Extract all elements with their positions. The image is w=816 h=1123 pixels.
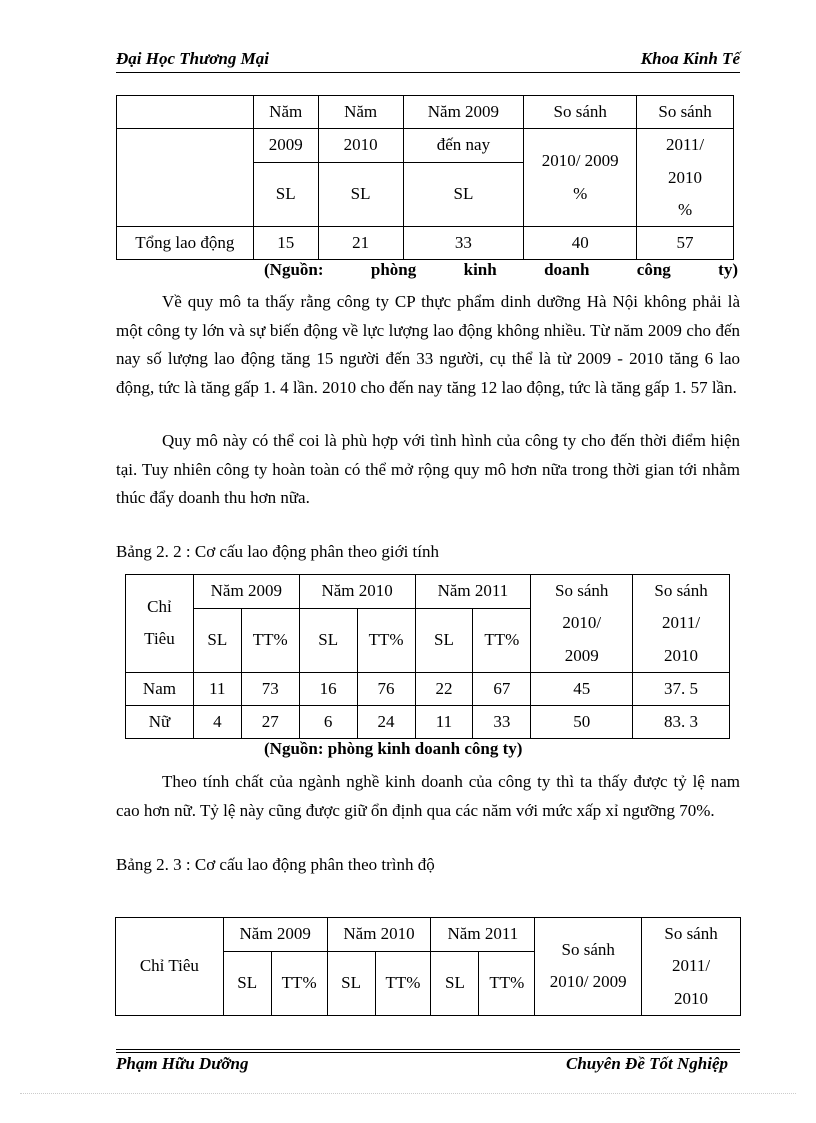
header-line: 2010 xyxy=(674,988,709,1008)
table-education xyxy=(115,917,741,1016)
table-cell: 76 xyxy=(357,672,415,705)
table-cell: 33 xyxy=(473,706,531,739)
header-line: 2010/ 2009 xyxy=(541,151,619,171)
table-cell: 4 xyxy=(193,706,241,739)
header-rule xyxy=(116,72,740,73)
paragraph: Theo tính chất của ngành nghề kinh doanh của công ty thì ta thấy được tỷ lệ nam cao hơn nữ. Tỷ lệ này cũng được giữ ổn định qua các năm với mức xấp xỉ ngưỡng 70%. xyxy=(116,772,740,820)
table-header: 2009 xyxy=(253,129,318,163)
footer-rule xyxy=(116,1052,740,1053)
footer-left: Phạm Hữu Dưỡng xyxy=(116,1054,249,1073)
table-cell xyxy=(117,96,254,129)
table-header: Năm xyxy=(318,96,403,129)
table-header: So sánh xyxy=(524,96,637,129)
header-line: 2011/ xyxy=(662,613,701,633)
table-header: 2010 xyxy=(318,129,403,163)
table-cell: 11 xyxy=(415,706,473,739)
table-header: TT% xyxy=(271,951,327,1015)
source-word: kinh xyxy=(463,260,497,279)
table-cell: 15 xyxy=(253,227,318,260)
table-header: Năm 2011 xyxy=(415,575,531,609)
table-header: SL xyxy=(327,951,375,1015)
source-note xyxy=(264,260,738,280)
header-line: 2010 xyxy=(664,645,699,665)
table-cell: 16 xyxy=(299,672,357,705)
table-header xyxy=(535,918,642,1016)
table-cell: 67 xyxy=(473,672,531,705)
header-line: So sánh xyxy=(664,924,718,943)
header-line: 2011/ xyxy=(666,135,705,155)
table-header: TT% xyxy=(479,951,535,1015)
table-cell: 37. 5 xyxy=(633,672,730,705)
header-line: % xyxy=(677,199,693,219)
table-header: Năm 2009 xyxy=(193,575,299,609)
table-header: SL xyxy=(299,608,357,672)
paragraph: Quy mô này có thể coi là phù hợp với tình hình của công ty cho đến thời điểm hiện tại. Tuy nhiên công ty hoàn toàn có thể mở rộng quy mô hơn nữa trong thời gian tới nhằm thúc đẩy doanh thu hơn nữa. xyxy=(116,431,740,508)
page-edge xyxy=(20,1093,796,1094)
header-line: % xyxy=(573,183,588,203)
header-line: So sánh xyxy=(654,581,708,600)
table-header: Chỉ Tiêu xyxy=(116,918,224,1016)
header-line: 2010/ 2009 xyxy=(549,972,627,992)
table-gender xyxy=(125,574,730,739)
table-header: Năm 2009 xyxy=(223,918,327,952)
source-word: ty) xyxy=(718,260,738,279)
table-caption: Bảng 2. 3 : Cơ cấu lao động phân theo trình độ xyxy=(116,855,435,874)
header-line: So sánh xyxy=(555,581,609,600)
header-line: 2009 xyxy=(564,645,599,665)
table-caption: Bảng 2. 2 : Cơ cấu lao động phân theo giới tính xyxy=(116,542,439,561)
footer-right: Chuyên Đề Tốt Nghiệp xyxy=(566,1054,728,1073)
table-cell: 33 xyxy=(403,227,524,260)
table-header: SL xyxy=(403,162,524,226)
header-left: Đại Học Thương Mại xyxy=(116,49,269,68)
table-cell: 22 xyxy=(415,672,473,705)
table-row xyxy=(126,672,730,705)
header-right: Khoa Kinh Tế xyxy=(640,49,740,68)
table-header xyxy=(524,129,637,227)
table-header: Năm xyxy=(253,96,318,129)
table-header xyxy=(531,575,633,673)
table-header: đến nay xyxy=(403,129,524,163)
table-header: TT% xyxy=(241,608,299,672)
source-word: phòng xyxy=(370,260,417,279)
table-header xyxy=(633,575,730,673)
table-labor-total xyxy=(116,95,734,260)
table-cell: 83. 3 xyxy=(633,706,730,739)
source-note: (Nguồn: phòng kinh doanh công ty) xyxy=(264,739,523,758)
table-cell: 21 xyxy=(318,227,403,260)
table-header: SL xyxy=(223,951,271,1015)
table-header: TT% xyxy=(357,608,415,672)
table-cell: 24 xyxy=(357,706,415,739)
table-header: TT% xyxy=(473,608,531,672)
header-line: 2010 xyxy=(668,167,703,187)
header-line: So sánh xyxy=(561,940,615,960)
table-cell: 45 xyxy=(531,672,633,705)
table-cell: 6 xyxy=(299,706,357,739)
table-header xyxy=(642,918,741,1016)
paragraph: Về quy mô ta thấy rằng công ty CP thực phẩm dinh dưỡng Hà Nội không phải là một công ty lớn và sự biến động về lực lượng lao động không nhiều. Từ năm 2009 cho đến nay số lượng lao động tăng 15 người đến 33 người, cụ thể là từ 2009 - 2010 tăng 6 lao động, tức là tăng gấp 1. 4 lần. 2010 cho đến nay tăng 12 lao động, tức là tăng gấp 1. 57 lần. xyxy=(116,292,740,398)
table-cell: 73 xyxy=(241,672,299,705)
header-line: Tiêu xyxy=(144,629,175,649)
table-header: So sánh xyxy=(637,96,734,129)
table-header: TT% xyxy=(375,951,431,1015)
row-label: Nữ xyxy=(126,706,194,739)
table-cell: 57 xyxy=(637,227,734,260)
table-header: SL xyxy=(193,608,241,672)
table-header: SL xyxy=(253,162,318,226)
table-cell xyxy=(117,129,254,227)
table-header xyxy=(637,129,734,227)
footer-rule xyxy=(116,1049,740,1050)
header-line: 2010/ xyxy=(562,613,602,633)
row-label: Nam xyxy=(126,672,194,705)
header-line: Chỉ xyxy=(147,597,172,617)
table-header: Năm 2011 xyxy=(431,918,535,952)
source-word: doanh xyxy=(544,260,590,279)
table-header: Năm 2010 xyxy=(327,918,431,952)
table-cell: 40 xyxy=(524,227,637,260)
table-header: SL xyxy=(415,608,473,672)
table-header xyxy=(126,575,194,673)
source-word: (Nguồn: xyxy=(264,260,324,279)
source-word: công xyxy=(636,260,671,279)
table-cell: 50 xyxy=(531,706,633,739)
table-row xyxy=(126,706,730,739)
table-header: SL xyxy=(431,951,479,1015)
table-header: Năm 2010 xyxy=(299,575,415,609)
table-header: SL xyxy=(318,162,403,226)
table-cell: 11 xyxy=(193,672,241,705)
table-header: Năm 2009 xyxy=(403,96,524,129)
row-label: Tổng lao động xyxy=(117,227,254,260)
header-line: 2011/ xyxy=(672,956,711,976)
table-cell: 27 xyxy=(241,706,299,739)
